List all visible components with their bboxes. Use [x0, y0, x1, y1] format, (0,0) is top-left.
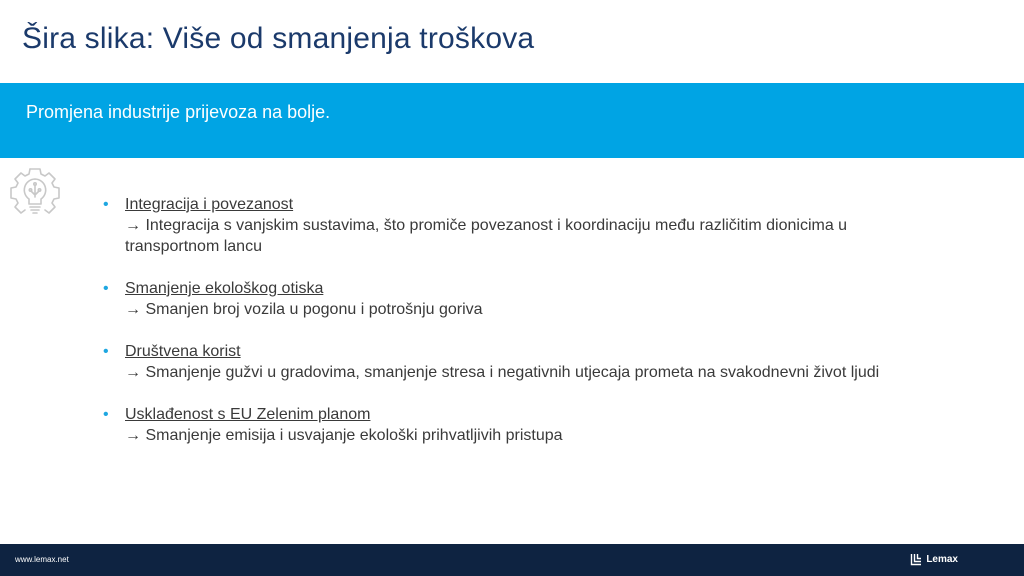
slide-title: Šira slika: Više od smanjenja troškova [22, 22, 535, 55]
bullet-dot: • [103, 343, 109, 360]
bullet-description: → Smanjenje emisija i usvajanje ekološki prihvatljivih pristupa [125, 427, 563, 444]
lightbulb-gear-icon [8, 166, 62, 220]
bullet-description: → Smanjen broj vozila u pogonu i potrošnju goriva [125, 301, 483, 318]
bullet-dot: • [103, 280, 109, 297]
bullet-description: → Integracija s vanjskim sustavima, što promiče povezanost i koordinaciju među različitim dionicima u transportnom lancu [125, 217, 848, 255]
list-item [103, 194, 923, 257]
bullet-heading: Smanjenje ekološkog otiska [125, 280, 324, 297]
bullet-heading: Integracija i povezanost [125, 196, 294, 213]
bullet-heading: Usklađenost s EU Zelenim planom [125, 406, 371, 423]
brand-name: Lemax [926, 554, 958, 565]
bullet-description: → Smanjenje gužvi u gradovima, smanjenje stresa i negativnih utjecaja prometa na svakodnevni život ljudi [125, 364, 880, 381]
list-item [103, 278, 923, 320]
bullet-dot: • [103, 406, 109, 423]
lemax-logo-icon [910, 553, 922, 566]
list-item [103, 341, 923, 383]
bullet-dot: • [103, 196, 109, 213]
brand-logo [910, 553, 958, 566]
banner-text: Promjena industrije prijevoza na bolje. [26, 102, 331, 122]
bullet-heading: Društvena korist [125, 343, 241, 360]
footer-url[interactable]: www.lemax.net [15, 555, 69, 564]
subtitle-banner [0, 83, 1024, 158]
footer-bar [0, 544, 1024, 576]
bullet-list [103, 194, 923, 467]
list-item [103, 404, 923, 446]
